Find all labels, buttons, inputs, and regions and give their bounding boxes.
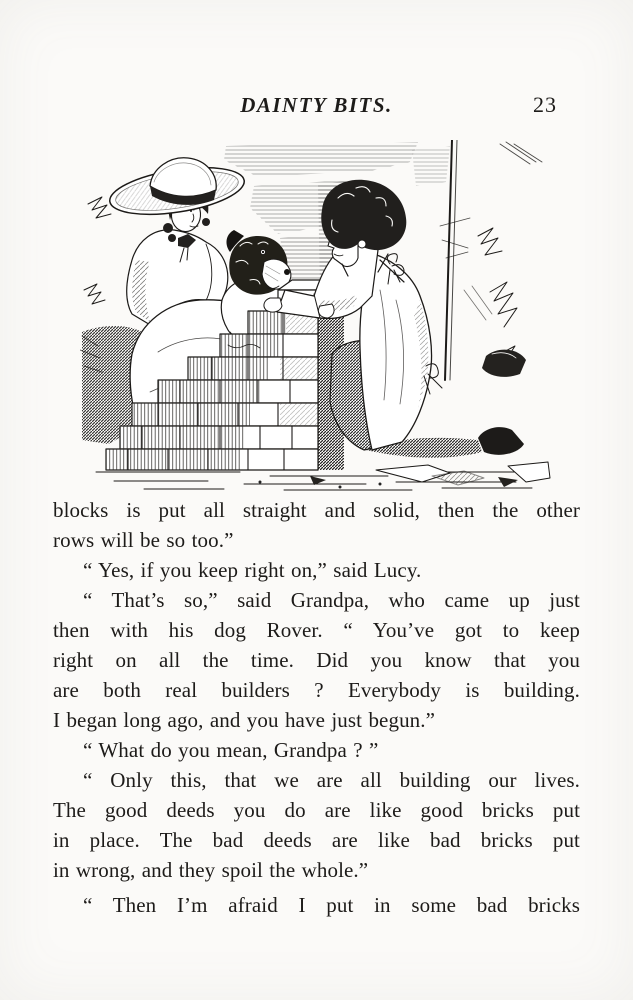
text-line: “ What do you mean, Grandpa ? ” bbox=[83, 738, 379, 762]
boy-shoe bbox=[478, 427, 524, 455]
text-line: in wrong, and they spoil the whole.” bbox=[53, 858, 369, 882]
text-line: then with his dog Rover. “ You’ve got to keep bbox=[53, 618, 580, 642]
text-block bbox=[53, 495, 580, 920]
text-line: in place. The bad deeds are like bad bricks put bbox=[53, 828, 580, 852]
text-line: I began long ago, and you have just begun.” bbox=[53, 708, 436, 732]
boy-hair bbox=[321, 180, 406, 250]
scribble-marks bbox=[500, 142, 542, 164]
right-scrub-marks bbox=[464, 228, 521, 372]
rock bbox=[482, 350, 526, 377]
text-line: “ That’s so,” said Grandpa, who came up just bbox=[83, 588, 580, 612]
text-line: “ Only this, that we are all building our lives. bbox=[83, 768, 580, 792]
page-number: 23 bbox=[533, 92, 557, 117]
text-line: blocks is put all straight and solid, then the other bbox=[53, 498, 580, 522]
text-line: rows will be so too.” bbox=[53, 528, 234, 552]
boy-hand bbox=[318, 304, 334, 318]
illustration bbox=[80, 140, 552, 492]
text-line: are both real builders ? Everybody is building. bbox=[53, 678, 580, 702]
girl-straw-hat bbox=[107, 158, 248, 223]
text-line: “ Then I’m afraid I put in some bad bricks bbox=[83, 893, 580, 917]
text-line: right on all the time. Did you know that you bbox=[53, 648, 580, 672]
running-title: DAINTY BITS. bbox=[240, 93, 393, 117]
text-line: The good deeds you do are like good bricks put bbox=[53, 798, 580, 822]
boy-hand bbox=[264, 298, 282, 312]
text-line: “ Yes, if you keep right on,” said Lucy. bbox=[83, 558, 422, 582]
